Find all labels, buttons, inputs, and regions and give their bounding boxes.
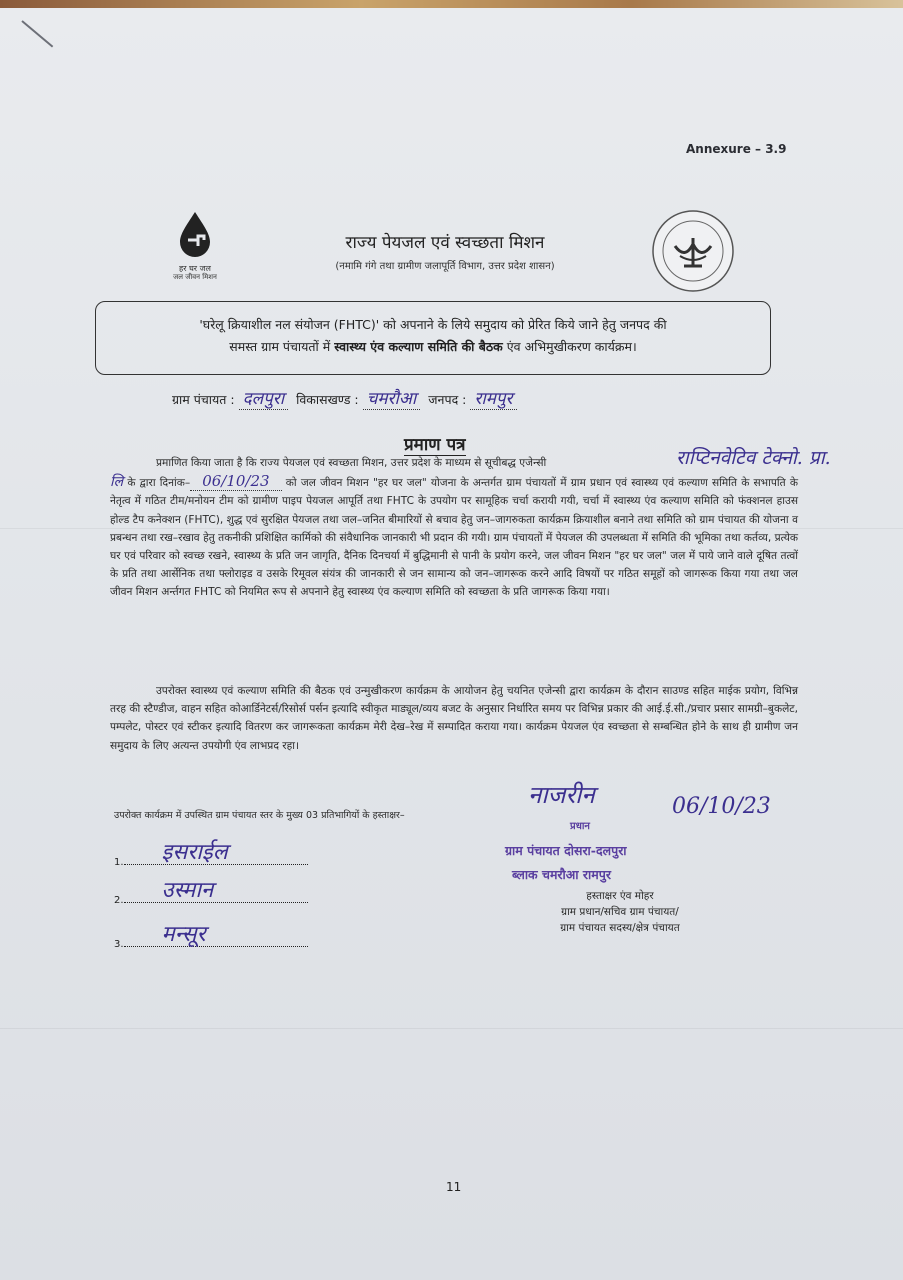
har-ghar-jal-logo	[160, 208, 230, 288]
stamp-designation: प्रधान	[570, 821, 590, 832]
document-page	[0, 8, 903, 1280]
emblem-icon	[650, 208, 736, 294]
participant-signature: उस्मान	[161, 878, 214, 903]
block-label: विकासखण्ड :	[296, 392, 359, 407]
event-date-handwritten: 06/10/23	[190, 472, 281, 491]
signature-caption: हस्ताक्षर एंव मोहर ग्राम प्रधान/सचिव ग्राम पंचायत/ ग्राम पंचायत सदस्य/क्षेत्र पंचायत	[560, 890, 680, 934]
certificate-heading: प्रमाण पत्र	[404, 432, 466, 456]
page-title: राज्य पेयजल एवं स्वच्छता मिशन	[345, 233, 545, 253]
stamp-panchayat: ग्राम पंचायत दोसरा-दलपुरा	[505, 843, 627, 858]
pin-mark	[21, 20, 53, 47]
participant-signature-row: 1. इसराईल	[114, 850, 308, 868]
district-label: जनपद :	[428, 392, 467, 407]
pradhan-sign-date: 06/10/23	[672, 794, 771, 819]
agency-name-handwritten: राप्टिनवेटिव टेक्नो. प्रा.	[676, 447, 831, 469]
participant-signature-row: 2. उस्मान	[114, 888, 308, 906]
participants-intro: उपरोक्त कार्यक्रम में उपस्थित ग्राम पंचायत स्तर के मुख्य 03 प्रतिभागियों के हस्ताक्षर–	[114, 810, 405, 821]
participant-signature-row: 3. मन्सूर	[114, 932, 308, 950]
program-title-line2: समस्त ग्राम पंचायतों में स्वास्थ्य एंव कल्याण समिति की बैठक एंव अभिमुखीकरण कार्यक्रम।	[229, 339, 637, 354]
water-drop-icon	[160, 208, 230, 260]
gram-panchayat-value: दलपुरा	[242, 389, 285, 409]
certificate-paragraph-1: प्रमाणित किया जाता है कि राज्य पेयजल एवं स्वच्छता मिशन, उत्तर प्रदेश के माध्यम से सूचीबद्ध एजेन्सी लि के द्वारा दिनांक– 06/10/23 को जल जीवन मिशन "हर घर जल" योजना के अन्तर्गत ग्राम पंचायतों में ग्राम प्रधान एवं स्वास्थ्य एवं कल्याण समिति के सभापति के नेतृत्व में गठित टीम/मनोयन टीम को ग्रामीण पाइप पेयजल आपूर्ति तथा FHTC के उपयोग पर सामूहिक चर्चा करायी गयी, चर्चा में स्वास्थ्य एंव कल्याण समिति को फंक्शनल हाउस होल्ड टैप कनेक्शन (FHTC), शुद्ध एवं सुरक्षित पेयजल तथा जल–जनित बीमारियों से बचाव हेतु जन–जागरुकता कार्यक्रम क्रियाशील बनाने तथा समिति को ग्राम पंचायत की योजना व प्रबन्धन तथा रख–रखाव हेतु तकनीकी प्रशिक्षित कार्मिको की संवैधानिक जानकारी भी प्रदान की गयी। ग्राम पंचायतों में पेयजल की उपलब्धता में समिति की भूमिका तथा कर्तव्य, प्रत्येक घर एवं परिवार को स्वच्छ रखने, स्वास्थ्य के प्रति जन जागृति, दैनिक दिनचर्या में बुद्धिमानी से पानी के प्रयोग करने, जल जीवन मिशन "हर घर जल" जल में पाये जाने वाले दूषित तत्वों के प्रति तथा आर्सेनिक तथा फ्लोराइड व उसके रिमूवल संयंत्र की जानकारी से जन सामान्य को जन–जागरूक करने आदि विषयों पर गठित समूहों को जागरूक किया गया तथा जल जीवन मिशन अर्न्तगत FHTC को नियमित रूप से अपनाने हेतु स्वास्थ्य एंव कल्याण समिति को स्वच्छता के प्रति जागरूक किया गया।	[110, 457, 798, 599]
logo-subtext: जल जीवन मिशन	[173, 273, 217, 281]
location-line	[172, 386, 517, 410]
gram-panchayat-label: ग्राम पंचायत :	[172, 392, 235, 407]
logo-text: हर घर जल	[179, 264, 211, 273]
agency-suffix-handwritten: लि	[110, 474, 124, 491]
page-number: 11	[446, 1180, 462, 1194]
program-title-line1: 'घरेलू क्रियाशील नल संयोजन (FHTC)' को अपनाने के लिये समुदाय को प्रेरित किये जाने हेतु जनपद की	[199, 317, 667, 332]
page-subtitle: (नमामि गंगे तथा ग्रामीण जलापूर्ति विभाग, उत्तर प्रदेश शासन)	[335, 261, 555, 272]
participant-signature: मन्सूर	[161, 922, 206, 947]
district-value: रामपुर	[474, 389, 513, 409]
program-title-box	[95, 301, 771, 375]
participant-signature: इसराईल	[161, 840, 228, 865]
stamp-block: ब्लाक चमरौआ रामपुर	[512, 867, 611, 882]
annexure-label: Annexure – 3.9	[686, 142, 787, 156]
certificate-paragraph-2: उपरोक्त स्वास्थ्य एवं कल्याण समिति की बैठक एवं उन्मुखीकरण कार्यक्रम के आयोजन हेतु चयनित एजेन्सी द्वारा कार्यक्रम के दौरान साउण्ड सहित माईक प्रयोग, विभिन्न तरह की स्टैण्डीज, वाहन सहित कोआर्डिनेटर्स/रिसोर्स पर्सन इत्यादि स्वीकृत माड्यूल/व्यय बजट के अनुसार निर्धारित समय पर विभिन्न प्रकार की आई.ई.सी./प्रचार प्रसार सामग्री–बुकलेट, पम्पलेट, पोस्टर एवं स्टीकर इत्यादि वितरण कर जागरूकता कार्यक्रम मेरी देख–रेख में सम्पादित कराया गया। कार्यक्रम पेयजल एंव स्वच्छता से सम्बन्धित होने के साथ ही ग्रामीण जन समुदाय के लिए अत्यन्त उपयोगी एंव लाभप्रद रहा।	[110, 685, 798, 752]
up-government-emblem	[650, 208, 736, 294]
pradhan-signature: नाजरीन	[528, 781, 595, 809]
block-value: चमरौआ	[366, 389, 417, 409]
